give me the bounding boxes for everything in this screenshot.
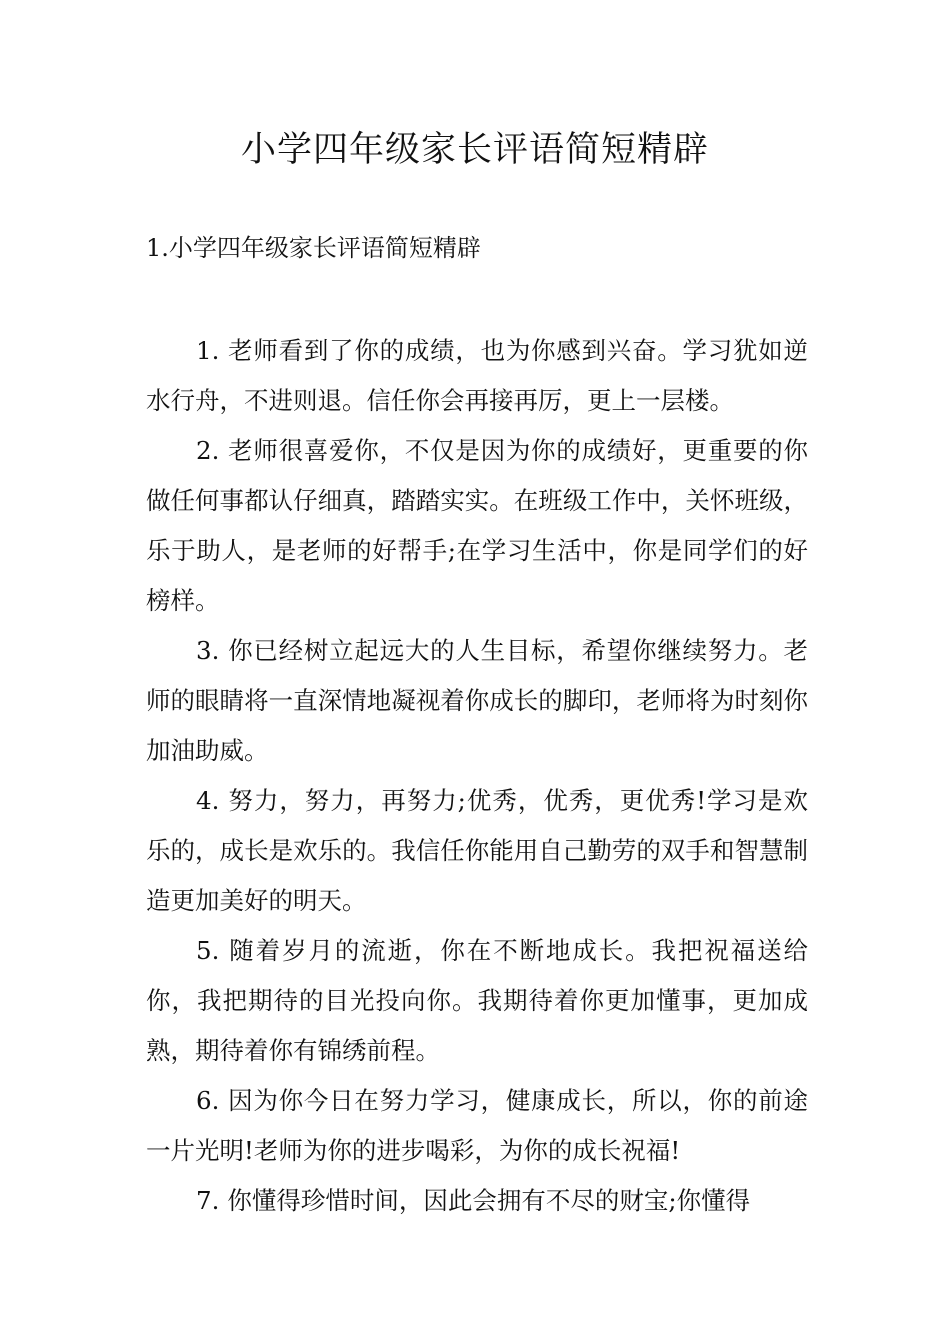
paragraph-text: 老师很喜爱你，不仅是因为你的成绩好，更重要的你做任何事都认仔细真，踏踏实实。在班级工作中，关怀班级，乐于助人，是老师的好帮手;在学习生活中，你是同学们的好榜样。 [146,436,808,615]
document-title: 小学四年级家长评语简短精辟 [240,130,709,170]
paragraph [146,1076,808,1176]
paragraph-text: 你已经树立起远大的人生目标，希望你继续努力。老师的眼睛将一直深情地凝视着你成长的脚印，老师将为时刻你加油助威。 [146,636,808,765]
paragraph-number: 2. [196,436,220,465]
paragraph [146,426,808,626]
paragraph-number: 6. [196,1086,220,1115]
paragraph-number: 4. [196,786,220,815]
paragraph [146,926,808,1076]
paragraph-number: 1. [196,336,220,365]
paragraph [146,326,808,426]
paragraph [146,776,808,926]
paragraph-text: 努力，努力，再努力;优秀，优秀，更优秀!学习是欢乐的，成长是欢乐的。我信任你能用自己勤劳的双手和智慧制造更加美好的明天。 [146,786,808,915]
document-body [146,326,808,1226]
paragraph-text: 随着岁月的流逝，你在不断地成长。我把祝福送给你，我把期待的目光投向你。我期待着你更加懂事，更加成熟，期待着你有锦绣前程。 [146,936,808,1065]
paragraph-text: 因为你今日在努力学习，健康成长，所以，你的前途一片光明!老师为你的进步喝彩，为你的成长祝福! [146,1086,808,1165]
paragraph [146,1176,808,1226]
paragraph-text: 你懂得珍惜时间，因此会拥有不尽的财宝;你懂得 [227,1186,751,1215]
section-heading: 1.小学四年级家长评语简短精辟 [146,234,481,262]
paragraph-number: 7. [196,1186,220,1215]
paragraph-text: 老师看到了你的成绩，也为你感到兴奋。学习犹如逆水行舟，不进则退。信任你会再接再厉，更上一层楼。 [146,336,808,415]
paragraph [146,626,808,776]
paragraph-number: 5. [196,936,220,965]
paragraph-number: 3. [196,636,220,665]
